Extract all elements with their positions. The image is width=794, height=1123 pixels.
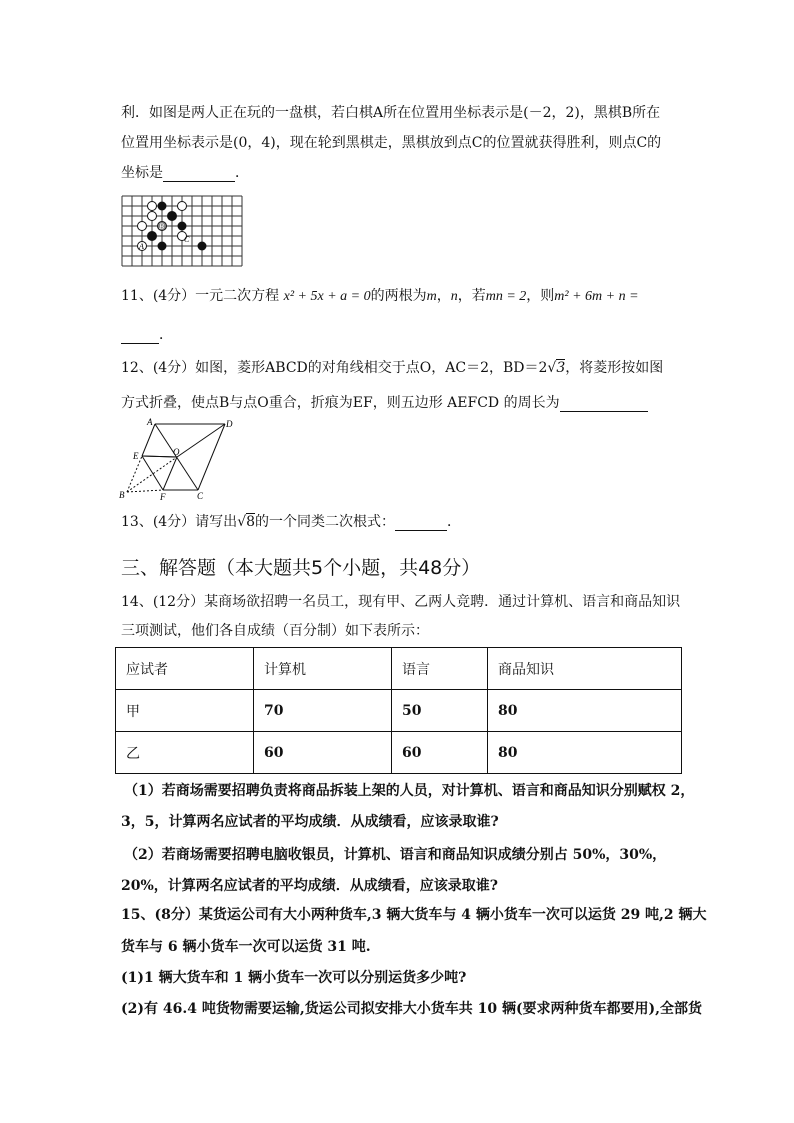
q11-mid-3: ，则 (526, 288, 555, 304)
table-header-cell: 语言 (392, 648, 488, 690)
q10-line-1: 利．如图是两人正在玩的一盘棋，若白棋A所在位置用坐标表示是(－2，2)，黑棋B所在 (121, 105, 661, 121)
side-dc (198, 424, 225, 490)
q15-line-3: (1)1 辆大货车和 1 辆小货车一次可以分别运货多少吨? (121, 970, 467, 986)
go-board-figure (121, 195, 243, 267)
black-stone (148, 232, 157, 241)
score-table (115, 647, 682, 774)
label-b: B (159, 222, 164, 231)
label-a: A (139, 242, 144, 251)
q11-var-m: m (426, 289, 437, 304)
q11-equation-3: m² + 6m + n = (554, 289, 639, 304)
white-stone (148, 212, 157, 221)
table-cell: 50 (392, 690, 488, 732)
black-stone (158, 242, 167, 251)
q11-prefix: 11、(4分）一元二次方程 (121, 288, 280, 304)
table-cell: 乙 (116, 732, 254, 774)
q14-part1-line-1: （1）若商场需要招聘负责将商品拆装上架的人员，对计算机、语言和商品知识分别赋权 2， (124, 783, 695, 799)
label-f: F (160, 492, 166, 502)
answer-blank-q13[interactable] (395, 516, 447, 531)
sqrt-symbol: √ (237, 514, 247, 530)
table-cell: 60 (392, 732, 488, 774)
q15-line-4: (2)有 46.4 吨货物需要运输,货运公司拟安排大小货车共 10 辆(要求两种货车都要用),全部货 (121, 1001, 703, 1017)
label-c: C (197, 491, 204, 501)
q13-sqrt-value: 8 (246, 514, 256, 530)
dashed-bf (127, 490, 163, 492)
fold-ef (142, 456, 163, 490)
q11-comma: ， (436, 288, 451, 304)
black-stone (178, 222, 187, 231)
q11-var-n: n (450, 289, 458, 304)
q12-sqrt-value: 3 (556, 360, 566, 376)
q11-end: ． (159, 327, 173, 343)
q12-line-1 (121, 359, 663, 377)
q12-line-1-suffix: ，将菱形按如图 (565, 360, 664, 376)
q15-line-2: 货车与 6 辆小货车一次可以运货 31 吨. (121, 939, 371, 955)
q11-mid-2: ，若 (457, 288, 486, 304)
table-row (116, 690, 682, 732)
table-header-cell: 应试者 (116, 648, 254, 690)
table-cell: 甲 (116, 690, 254, 732)
q12-line-1-prefix: 12、(4分）如图，菱形ABCD的对角线相交于点O，AC＝2，BD＝2 (121, 360, 548, 376)
label-b: B (119, 490, 125, 500)
segment-ef-inner (142, 456, 177, 457)
q14-part2-line-2: 20%，计算两名应试者的平均成绩．从成绩看，应该录取谁? (121, 878, 498, 894)
q14-line-2: 三项测试，他们各自成绩（百分制）如下表所示： (121, 623, 429, 639)
q14-line-1: 14、(12分）某商场欲招聘一名员工，现有甲、乙两人竞聘．通过计算机、语言和商品知识 (121, 594, 681, 610)
section-heading: 三、解答题（本大题共5个小题，共48分） (121, 557, 481, 579)
white-stone (148, 202, 157, 211)
answer-blank-q10[interactable] (163, 167, 235, 182)
label-a: A (147, 417, 153, 427)
q11-mid-1: 的两根为 (370, 288, 427, 304)
table-header-cell: 商品知识 (488, 648, 682, 690)
answer-blank-q11[interactable] (121, 329, 159, 344)
table-header-cell: 计算机 (254, 648, 392, 690)
label-e: E (133, 451, 139, 461)
white-stone (178, 202, 187, 211)
label-d: D (226, 419, 233, 429)
black-stone (198, 242, 207, 251)
q13-prefix: 13、(4分）请写出 (121, 514, 238, 530)
q12-line-2-text: 方式折叠，使点B与点O重合，折痕为EF，则五边形 AEFCD 的周长为 (121, 395, 560, 411)
table-cell: 60 (254, 732, 392, 774)
table-row (116, 732, 682, 774)
table-cell: 80 (488, 690, 682, 732)
black-stone (158, 202, 167, 211)
q11-line-1 (121, 287, 639, 306)
rhombus-fold-figure (115, 416, 240, 502)
white-stone (138, 222, 147, 231)
q10-line-3 (121, 164, 249, 182)
table-header-row (116, 648, 682, 690)
black-stone (168, 212, 177, 221)
answer-blank-q12[interactable] (560, 397, 648, 412)
q13-line (121, 513, 461, 531)
table-cell: 70 (254, 690, 392, 732)
q15-line-1: 15、(8分）某货运公司有大小两种货车,3 辆大货车与 4 辆小货车一次可以运货 29 吨,2 辆大 (121, 907, 707, 923)
q11-line-2 (121, 326, 173, 344)
q14-part2-line-1: （2）若商场需要招聘电脑收银员，计算机、语言和商品知识成绩分别占 50%，30%， (124, 847, 667, 863)
q10-line-3-prefix: 坐标是 (121, 165, 163, 181)
q10-line-2: 位置用坐标表示是(0，4)，现在轮到黑棋走，黑棋放到点C的位置就获得胜利，则点C的 (121, 135, 662, 151)
table-cell: 80 (488, 732, 682, 774)
q14-part1-line-2: 3，5，计算两名应试者的平均成绩．从成绩看，应该录取谁? (121, 814, 499, 830)
label-o: O (173, 447, 180, 457)
q13-suffix: 的一个同类二次根式： (255, 514, 396, 530)
sqrt-symbol: √ (547, 360, 557, 376)
q11-equation-2: mn = 2 (485, 289, 527, 304)
side-ae (142, 424, 155, 456)
q12-line-2 (121, 394, 648, 412)
q11-equation-1: x² + 5x + a = 0 (283, 289, 371, 304)
label-c: C (184, 235, 190, 244)
q10-line-3-suffix: ． (235, 165, 249, 181)
q13-end: ． (447, 514, 462, 530)
